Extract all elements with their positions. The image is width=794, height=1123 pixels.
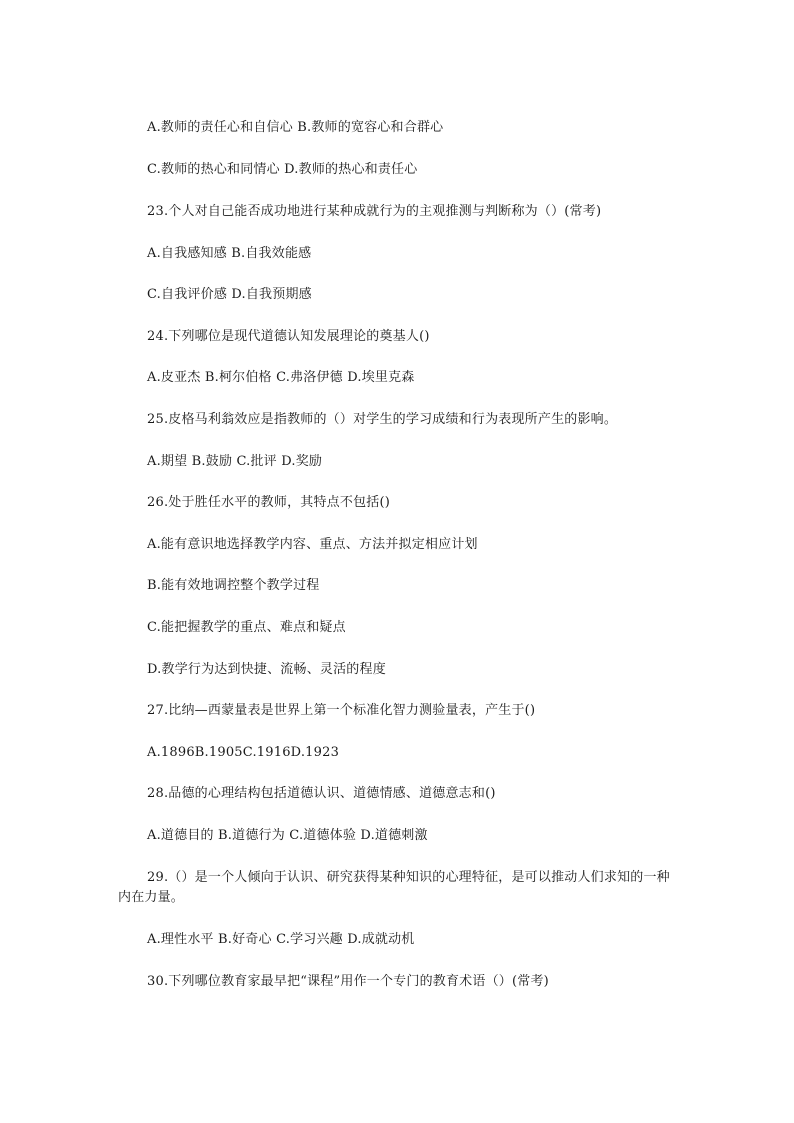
q23-options-ab: A.自我感知感 B.自我效能感 xyxy=(147,246,312,261)
q26-question: 26.处于胜任水平的教师，其特点不包括() xyxy=(147,495,391,510)
q26-option-d: D.教学行为达到快捷、流畅、灵活的程度 xyxy=(147,662,386,677)
q27-options: A.1896B.1905C.1916D.1923 xyxy=(147,745,340,760)
q26-option-b: B.能有效地调控整个教学过程 xyxy=(147,578,320,593)
q24-options: A.皮亚杰 B.柯尔伯格 C.弗洛伊德 D.埃里克森 xyxy=(147,370,415,385)
q24-question: 24.下列哪位是现代道德认知发展理论的奠基人() xyxy=(147,329,430,344)
q28-question: 28.品德的心理结构包括道德认识、道德情感、道德意志和() xyxy=(147,786,496,801)
q23-options-cd: C.自我评价感 D.自我预期感 xyxy=(147,287,312,302)
q25-options: A.期望 B.鼓励 C.批评 D.奖励 xyxy=(147,454,323,469)
q30-question: 30.下列哪位教育家最早把“课程”用作一个专门的教育术语（）(常考) xyxy=(147,974,549,989)
q25-question: 25.皮格马利翁效应是指教师的（）对学生的学习成绩和行为表现所产生的影响。 xyxy=(147,412,618,427)
q22-options-cd: C.教师的热心和同情心 D.教师的热心和责任心 xyxy=(147,162,418,177)
q28-options: A.道德目的 B.道德行为 C.道德体验 D.道德刺激 xyxy=(147,828,428,843)
q29-options: A.理性水平 B.好奇心 C.学习兴趣 D.成就动机 xyxy=(147,932,415,947)
q29-question: 29.（）是一个人倾向于认识、研究获得某种知识的心理特征，是可以推动人们求知的一种内在力量。 xyxy=(118,870,670,905)
q22-options-ab: A.教师的责任心和自信心 B.教师的宽容心和合群心 xyxy=(147,120,444,135)
q23-question: 23.个人对自己能否成功地进行某种成就行为的主观推测与判断称为（）(常考) xyxy=(147,204,602,219)
q26-option-c: C.能把握教学的重点、难点和疑点 xyxy=(147,620,346,635)
q26-option-a: A.能有意识地选择教学内容、重点、方法并拟定相应计划 xyxy=(147,537,478,552)
q27-question: 27.比纳—西蒙量表是世界上第一个标准化智力测验量表，产生于() xyxy=(147,703,536,718)
